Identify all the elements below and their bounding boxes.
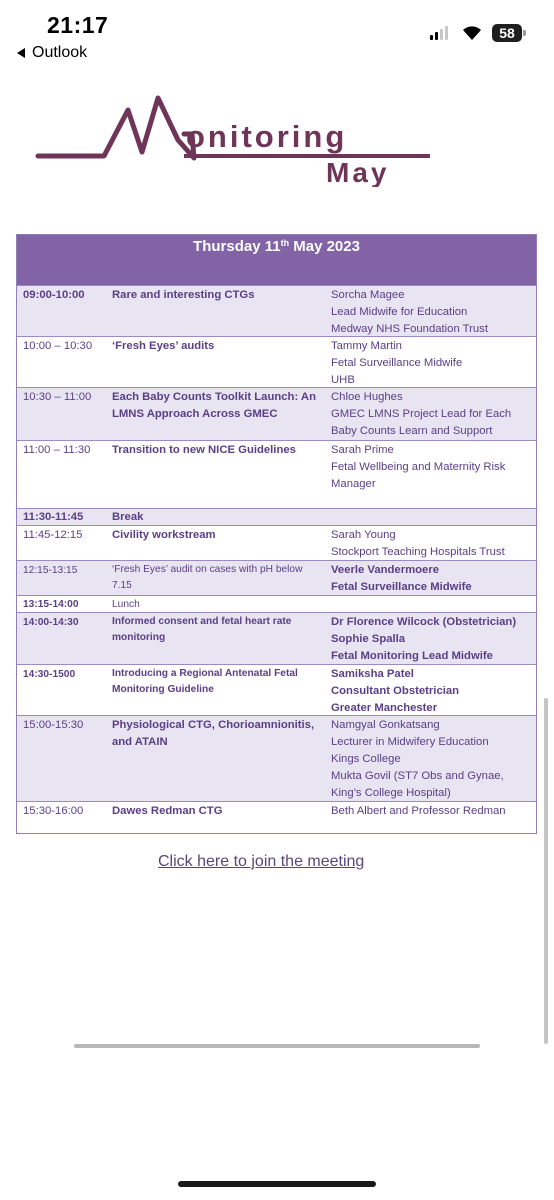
- row-topic: Rare and interesting CTGs: [112, 289, 255, 301]
- speaker-line: GMEC LMNS Project Lead for Each Baby Counts Learn and Support: [331, 408, 512, 437]
- speaker-line: Tammy Martin: [331, 340, 402, 352]
- row-speaker: [331, 562, 536, 596]
- table-row: [17, 560, 536, 595]
- wifi-icon: [460, 22, 484, 42]
- table-row: [17, 336, 536, 387]
- battery-icon: [492, 24, 522, 42]
- row-speaker: [331, 389, 536, 440]
- speaker-line: Beth Albert and Professor Redman: [331, 805, 506, 817]
- table-row: [17, 664, 536, 715]
- vertical-scrollbar[interactable]: [544, 698, 548, 1044]
- back-to-outlook-button[interactable]: [17, 44, 87, 62]
- horizontal-scrollbar[interactable]: [74, 1044, 480, 1048]
- speaker-line: Lecturer in Midwifery Education: [331, 736, 489, 748]
- row-topic: Break: [112, 511, 144, 523]
- table-row: [17, 508, 536, 525]
- speaker-line: Dr Florence Wilcock (Obstetrician): [331, 616, 517, 628]
- speaker-line: Greater Manchester: [331, 702, 438, 714]
- row-speaker: [331, 717, 536, 802]
- table-row: [17, 612, 536, 664]
- speaker-line: Fetal Monitoring Lead Midwife: [331, 650, 493, 662]
- speaker-line: Namgyal Gonkatsang: [331, 719, 440, 731]
- speaker-line: Sarah Prime: [331, 444, 394, 456]
- row-speaker: [331, 527, 536, 561]
- back-app-label: Outlook: [32, 44, 88, 61]
- cellular-signal-icon: [430, 26, 448, 40]
- speaker-line: Sarah Young: [331, 529, 396, 541]
- monitoring-may-logo: [34, 92, 434, 187]
- speaker-line: Mukta Govil (ST7 Obs and Gynae, King’s College Hospital): [331, 770, 504, 799]
- speaker-line: Medway NHS Foundation Trust: [331, 323, 488, 335]
- row-topic: Civility workstream: [112, 529, 216, 541]
- title-day: Thursday 11: [193, 238, 281, 255]
- table-row: [17, 801, 536, 833]
- title-sup: th: [280, 238, 290, 248]
- row-speaker: [331, 803, 536, 820]
- row-speaker: [331, 442, 536, 493]
- speaker-line: Stockport Teaching Hospitals Trust: [331, 546, 505, 558]
- row-speaker: [331, 287, 536, 338]
- row-time: 10:00 – 10:30: [23, 340, 93, 352]
- table-row: [17, 525, 536, 560]
- row-time: 13:15-14:00: [23, 599, 79, 610]
- row-topic: Informed consent and fetal heart rate monitoring: [112, 616, 292, 643]
- home-indicator[interactable]: [178, 1181, 376, 1187]
- logo-line2: May: [326, 157, 390, 187]
- battery-cap: [523, 30, 526, 36]
- row-speaker: [331, 666, 536, 717]
- back-arrow-icon: [17, 48, 25, 58]
- row-speaker: [331, 338, 536, 389]
- row-time: 11:45-12:15: [23, 529, 83, 541]
- speaker-line: Fetal Surveillance Midwife: [331, 357, 463, 369]
- row-topic: Introducing a Regional Antenatal Fetal Monitoring Guideline: [112, 668, 298, 695]
- row-speaker: [331, 614, 536, 665]
- row-time: 11:00 – 11:30: [23, 444, 91, 456]
- speaker-line: Sophie Spalla: [331, 633, 406, 645]
- row-topic: Transition to new NICE Guidelines: [112, 444, 296, 456]
- row-time: 14:00-14:30: [23, 617, 79, 628]
- row-topic: ‘Fresh Eyes’ audits: [112, 340, 215, 352]
- status-time: 21:17: [47, 12, 109, 38]
- speaker-line: Consultant Obstetrician: [331, 685, 460, 697]
- table-row: [17, 595, 536, 612]
- join-meeting-link[interactable]: Click here to join the meeting: [158, 853, 365, 870]
- speaker-line: Chloe Hughes: [331, 391, 403, 403]
- title-rest: May 2023: [289, 238, 360, 255]
- row-topic: Each Baby Counts Toolkit Launch: An LMNS Approach Across GMEC: [112, 391, 316, 420]
- row-time: 10:30 – 11:00: [23, 391, 92, 403]
- row-topic: Physiological CTG, Chorioamnionitis, and ATAIN: [112, 719, 315, 748]
- speaker-line: Lead Midwife for Education: [331, 306, 468, 318]
- row-time: 09:00-10:00: [23, 289, 85, 301]
- row-time: 12:15-13:15: [23, 565, 78, 576]
- table-row: [17, 715, 536, 801]
- logo-line1: onitoring: [186, 119, 348, 154]
- speaker-line: Samiksha Patel: [331, 668, 414, 680]
- speaker-line: Fetal Wellbeing and Maternity Risk Manager: [331, 461, 506, 490]
- table-row: [17, 387, 536, 440]
- row-topic: Lunch: [112, 599, 140, 610]
- speaker-line: Veerle Vandermoere: [331, 564, 440, 576]
- schedule-title: [17, 235, 536, 285]
- battery-level: 58: [499, 25, 515, 41]
- row-time: 15:30-16:00: [23, 805, 84, 817]
- row-topic: Dawes Redman CTG: [112, 805, 223, 817]
- row-time: 15:00-15:30: [23, 719, 84, 731]
- schedule-table: [16, 234, 537, 834]
- row-topic: ‘Fresh Eyes’ audit on cases with pH below 7.15: [112, 564, 303, 591]
- speaker-line: UHB: [331, 374, 355, 386]
- table-row: [17, 285, 536, 336]
- row-time: 11:30-11:45: [23, 511, 84, 523]
- speaker-line: Kings College: [331, 753, 401, 765]
- speaker-line: Sorcha Magee: [331, 289, 405, 301]
- table-row: [17, 440, 536, 508]
- speaker-line: Fetal Surveillance Midwife: [331, 581, 472, 593]
- row-time: 14:30-1500: [23, 669, 76, 680]
